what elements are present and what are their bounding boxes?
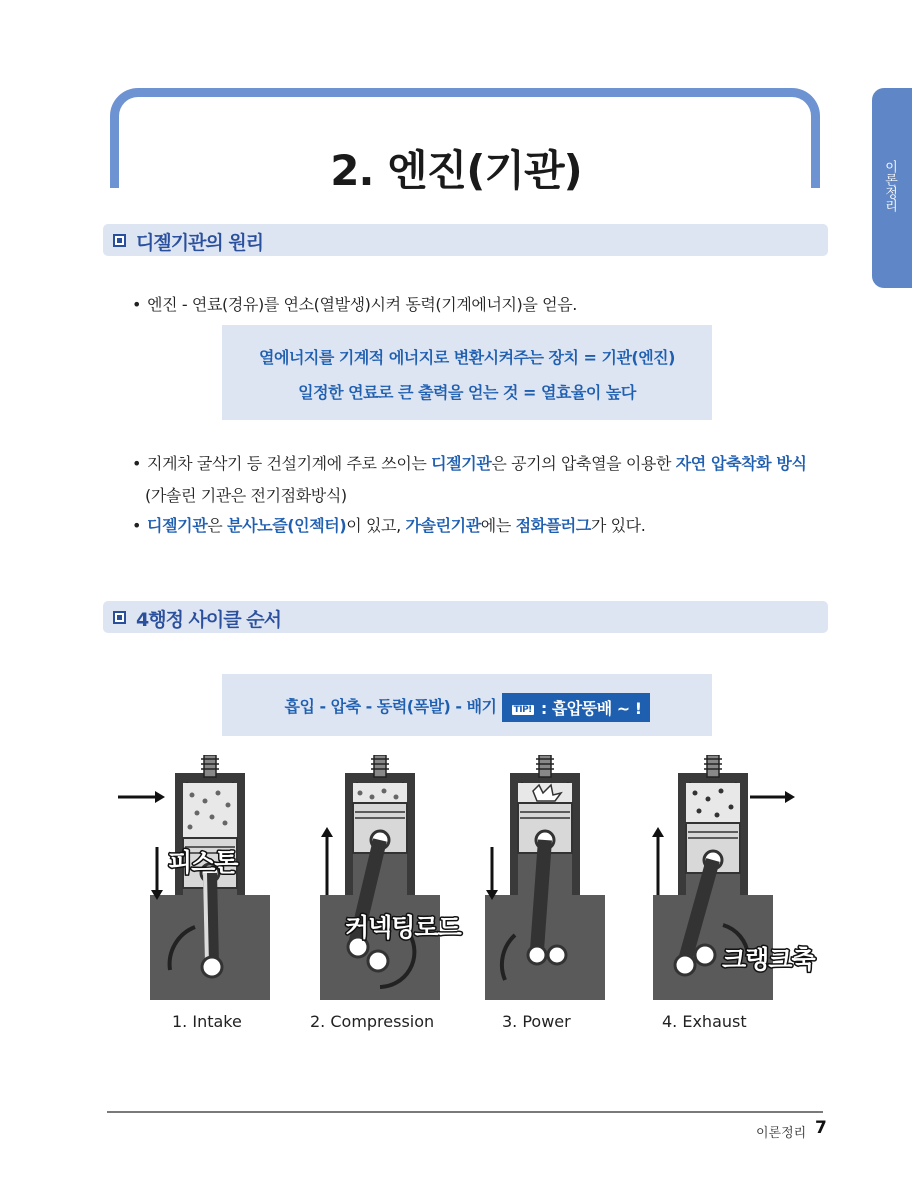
square-bullet-icon xyxy=(113,234,126,247)
square-bullet-icon xyxy=(113,611,126,624)
stroke-label-power: 3. Power xyxy=(502,1012,571,1031)
page-title: 2. 엔진(기관) xyxy=(330,146,582,195)
bullet-injector-plug: • 디젤기관은 분사노즐(인젝터)이 있고, 가솔린기관에는 점화플러그가 있다. xyxy=(132,516,646,535)
sequence-box xyxy=(222,674,712,736)
tip-badge: TIP! xyxy=(510,703,536,717)
section-title: 4행정 사이클 순서 xyxy=(136,609,281,631)
sequence-line xyxy=(222,693,712,722)
engine-power xyxy=(485,755,605,1000)
stroke-label-compression: 2. Compression xyxy=(310,1012,435,1031)
label-piston: 피스톤 xyxy=(168,848,238,877)
stroke-label-exhaust: 4. Exhaust xyxy=(662,1012,747,1031)
definition-line-1: 열에너지를 기계적 에너지로 변환시켜주는 장치 = 기관(엔진) xyxy=(259,348,675,367)
label-crankshaft: 크랭크축 xyxy=(722,945,815,974)
definition-box xyxy=(222,325,712,420)
tip-text: : 흡압뚱배 ~ ! xyxy=(540,699,642,718)
stroke-sequence: 흡입 - 압축 - 동력(폭발) - 배기 xyxy=(284,697,497,716)
four-stroke-diagram xyxy=(100,755,820,1005)
page-number: 7 xyxy=(815,1118,827,1138)
bullet-engine-definition: • 엔진 - 연료(경유)를 연소(열발생)시켜 동력(기계에너지)을 얻음. xyxy=(132,295,577,314)
label-conrod: 커넥팅로드 xyxy=(345,913,461,942)
definition-line-2: 일정한 연료로 큰 출력을 얻는 것 = 열효율이 높다 xyxy=(298,383,636,402)
tip-box xyxy=(502,693,650,722)
bullet-diesel-ignition: • 지게차 굴삭기 등 건설기계에 주로 쓰이는 디젤기관은 공기의 압축열을 이용한 자연 압축착화 방식 xyxy=(132,454,807,473)
section-header-4stroke xyxy=(103,601,828,633)
gasoline-note: (가솔린 기관은 전기점화방식) xyxy=(145,486,347,505)
section-title: 디젤기관의 원리 xyxy=(136,232,264,254)
stroke-label-intake: 1. Intake xyxy=(172,1012,242,1031)
section-header-diesel xyxy=(103,224,828,256)
side-tab-label: 이론정리 xyxy=(882,160,897,212)
footer-label: 이론정리 xyxy=(756,1126,807,1141)
footer-divider xyxy=(107,1111,823,1113)
engine-compression xyxy=(320,755,440,1000)
